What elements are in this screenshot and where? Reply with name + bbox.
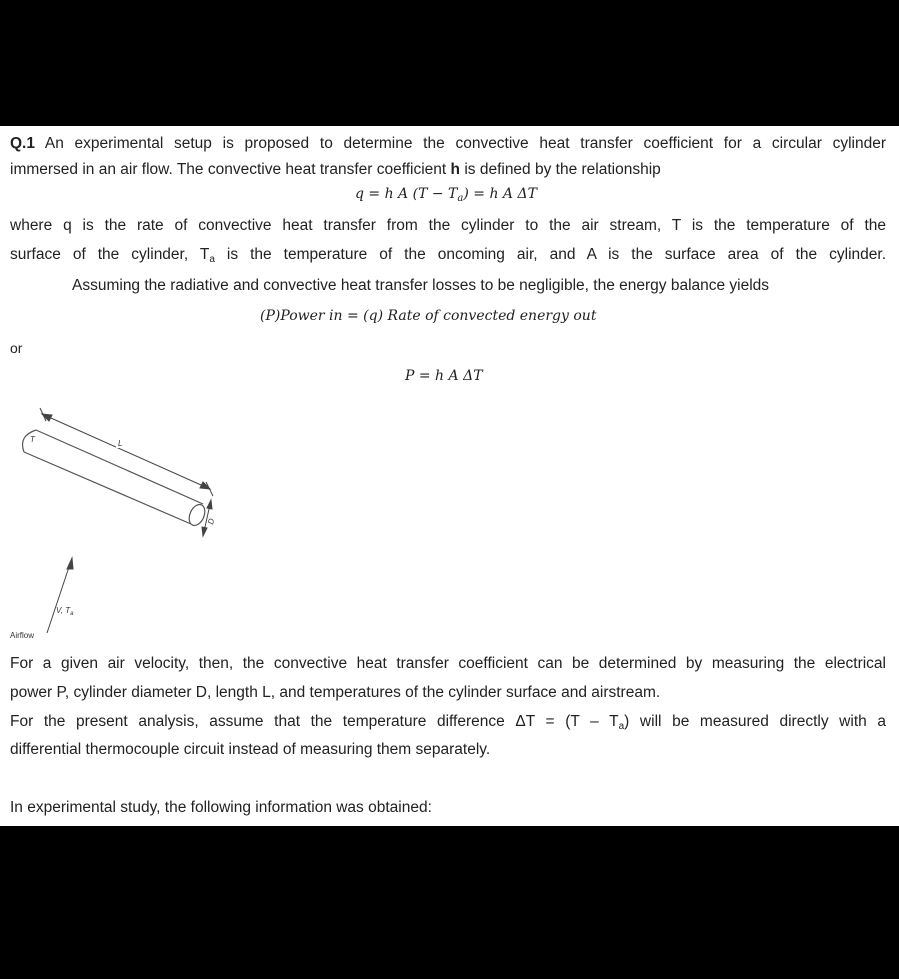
where-sub: a xyxy=(209,254,215,265)
label-velocity-main: V, T xyxy=(56,606,71,615)
intro-text-1: An experimental setup is proposed to determine the convective heat transfer coefficient for a circular cylinder xyxy=(44,135,887,152)
diameter-arrow-top xyxy=(207,500,212,509)
eq1-sub: a xyxy=(457,193,464,204)
diameter-arrow-bottom xyxy=(202,527,207,536)
para2-sub: a xyxy=(618,721,625,732)
cylinder-diagram xyxy=(0,388,260,648)
document-page xyxy=(0,126,899,826)
para2-line-1 xyxy=(10,712,886,732)
where-text-2a: surface of the cylinder, T xyxy=(10,246,210,263)
where-line-1: where q is the rate of convective heat transfer from the cylinder to the air stream, T is the temperature of the xyxy=(10,217,886,234)
length-dimension-line xyxy=(42,414,210,489)
para3-line: In experimental study, the following information was obtained: xyxy=(10,799,432,816)
para2-text-b: ) will be measured directly with a xyxy=(624,713,886,730)
para1-line-1: For a given air velocity, then, the convective heat transfer coefficient can be determined by measuring the electrical xyxy=(10,655,886,672)
or-label: or xyxy=(10,340,23,356)
para2-text-a: For the present analysis, assume that the temperature difference ΔT = (T – T xyxy=(10,713,619,730)
label-velocity-sub: a xyxy=(70,611,74,617)
question-number: Q.1 xyxy=(10,135,35,152)
intro-text-2b: is defined by the relationship xyxy=(460,161,661,178)
equation-power: P = h A ΔT xyxy=(405,368,483,384)
symbol-h: h xyxy=(450,161,461,178)
eq1-part-b: ) = h A ΔT xyxy=(463,186,537,202)
eq1-part-a: q = h A (T − T xyxy=(355,186,458,202)
label-velocity xyxy=(56,606,74,617)
cylinder-right-cap xyxy=(186,502,208,528)
where-line-2 xyxy=(10,245,886,265)
intro-line-2 xyxy=(10,160,661,180)
intro-line-1 xyxy=(10,134,886,154)
equation-convection xyxy=(355,186,537,202)
length-arrow-right xyxy=(200,482,210,489)
para1-line-2: power P, cylinder diameter D, length L, and temperatures of the cylinder surface and airstream. xyxy=(10,684,661,701)
label-D: D xyxy=(206,517,217,526)
where-text-2b: is the temperature of the oncoming air, and A is the surface area of the cylinder. xyxy=(214,246,886,263)
label-airflow: Airflow xyxy=(10,631,35,640)
label-L: L xyxy=(118,439,123,448)
length-arrow-left xyxy=(42,414,52,421)
equation-energy-balance: (P)Power in = (q) Rate of convected energy out xyxy=(260,308,597,324)
airflow-arrow-head xyxy=(67,558,73,569)
assumption-line: Assuming the radiative and convective heat transfer losses to be negligible, the energy balance yields xyxy=(72,277,770,294)
label-T: T xyxy=(30,435,35,444)
para2-line-2: differential thermocouple circuit instead of measuring them separately. xyxy=(10,741,491,758)
intro-text-2a: immersed in an air flow. The convective heat transfer coefficient xyxy=(10,161,451,178)
